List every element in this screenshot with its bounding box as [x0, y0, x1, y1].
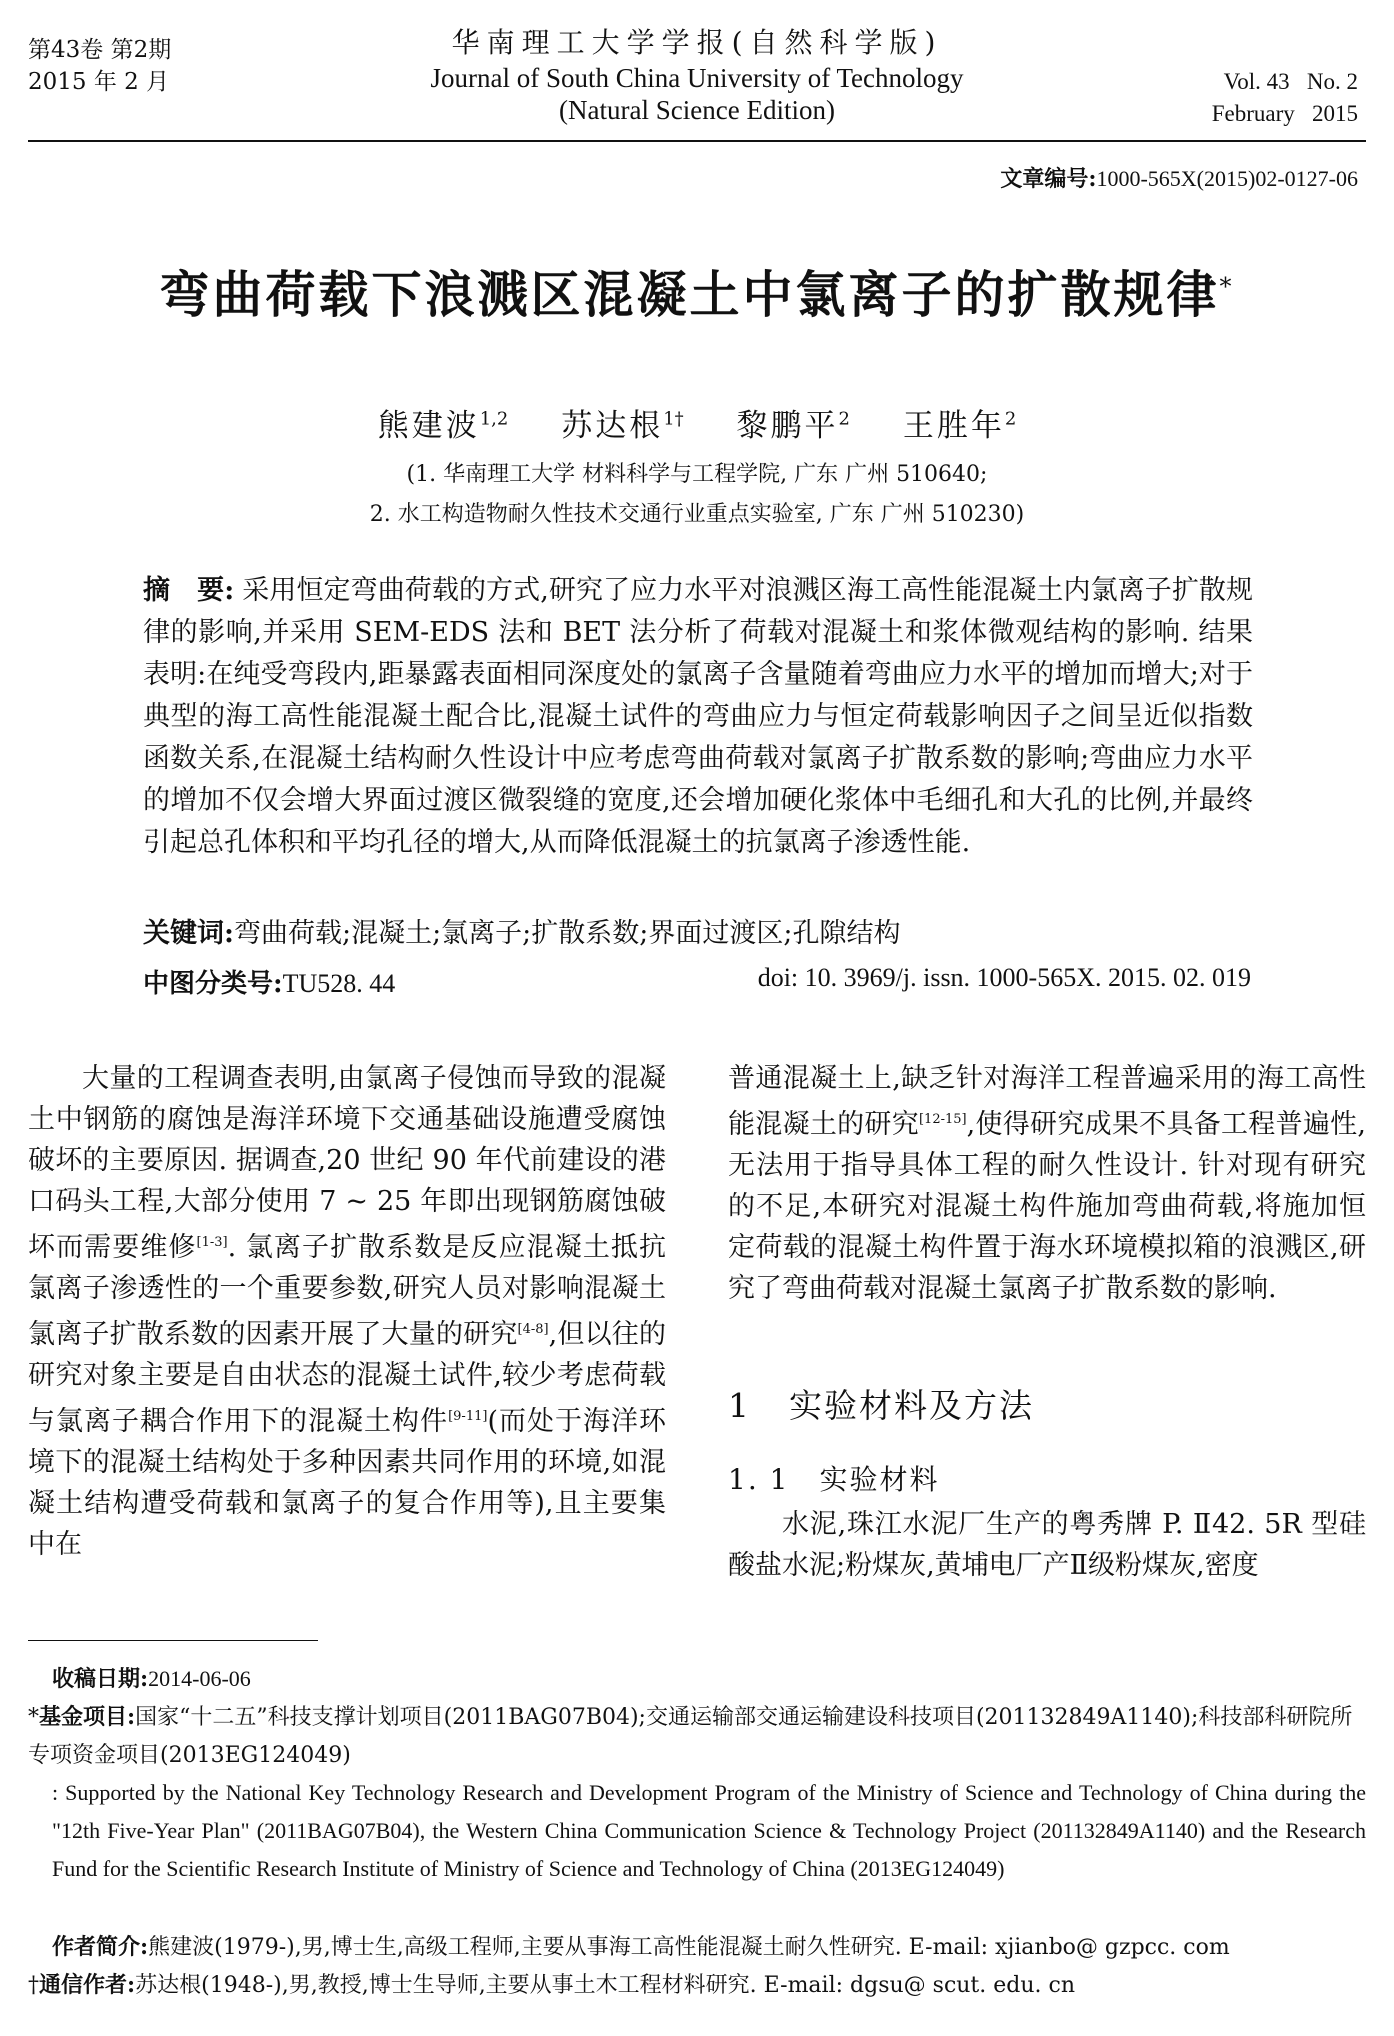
- abstract-label: 摘 要:: [143, 575, 235, 606]
- body-paragraph: 大量的工程调查表明,由氯离子侵蚀而导致的混凝土中钢筋的腐蚀是海洋环境下交通基础设施遭受腐蚀破坏的主要原因. 据调查,20 世纪 90 年代前建设的港口码头工程,大部分使用 7 ~ 25 年即出现钢筋腐蚀破坏而需要维修[1-3]. 氯离子扩散系数是反应混凝土抵抗氯离子渗透性的一个重要参数,研究人员对影响混凝土氯离子扩散系数的因素开展了大量的研究[4-8],但以往的研究对象主要是自由状态的混凝土试件,较少考虑荷载与氯离子耦合作用下的混凝土构件[9-11](而处于海洋环境下的混凝土结构处于多种因素共同作用的环境,如混凝土结构遭受荷载和氯离子的复合作用等),且主要集中在: [28, 1063, 666, 1560]
- body-paragraph: 水泥,珠江水泥厂生产的粤秀牌 P. Ⅱ42. 5R 型硅酸盐水泥;粉煤灰,黄埔电厂产Ⅱ级粉煤灰,密度: [728, 1509, 1366, 1581]
- volume-info: [1212, 66, 1358, 130]
- section-heading: [728, 1380, 1034, 1427]
- journal-masthead: [300, 24, 1094, 126]
- abstract-text: 采用恒定弯曲荷载的方式,研究了应力水平对浪溅区海工高性能混凝土内氯离子扩散规律的影响,并采用 SEM-EDS 法和 BET 法分析了荷载对混凝土和浆体微观结构的影响. 结果表明:在纯受弯段内,距暴露表面相同深度处的氯离子含量随着弯曲应力水平的增加而增大;对于典型的海工高性能混凝土配合比,混凝土试件的弯曲应力与恒定荷载影响因子之间呈近似指数函数关系,在混凝土结构耐久性设计中应考虑弯曲荷载对氯离子扩散系数的影响;弯曲应力水平的增加不仅会增大界面过渡区微裂缝的宽度,还会增加硬化浆体中毛细孔和大孔的比例,并最终引起总孔体积和平均孔径的增大,从而降低混凝土的抗氯离子渗透性能.: [143, 575, 1253, 858]
- volume-number: Vol. 43 No. 2: [1223, 69, 1358, 94]
- affiliations: [0, 455, 1394, 535]
- author: 苏达根$^{1\dagger}$: [561, 408, 684, 444]
- citation: [9-11]: [448, 1409, 488, 1424]
- body-column-right: [728, 1058, 1366, 1309]
- subsection-title: 实验材料: [819, 1463, 940, 1496]
- footnote-funding: *基金项目:国家“十二五”科技支撑计划项目(2011BAG07B04);交通运输部交通运输建设科技项目(201132849A1140);科技部科研院所专项资金项目(2013EG124049): [28, 1704, 1353, 1768]
- funding-mark: *: [28, 1705, 39, 1730]
- author-list: [0, 400, 1394, 445]
- article-number: [1000, 162, 1358, 193]
- body-column-left: [28, 1058, 666, 1565]
- paper-title: [0, 255, 1394, 327]
- issue-date: 2015 年 2 月: [28, 69, 170, 95]
- article-number-label: 文章编号:: [1000, 166, 1097, 192]
- title-footnote-mark: *: [1219, 272, 1235, 301]
- doi: doi: 10. 3969/j. issn. 1000-565X. 2015. 02. 019: [757, 963, 1251, 992]
- corresponding-mark: †: [28, 1973, 39, 1998]
- section-title: 实验材料及方法: [789, 1386, 1034, 1425]
- body-paragraph: 普通混凝土上,缺乏针对海洋工程普遍采用的海工高性能混凝土的研究[12-15],使得研究成果不具备工程普遍性,无法用于指导具体工程的耐久性设计. 针对现有研究的不足,本研究对混凝土构件施加弯曲荷载,将施加恒定荷载的混凝土构件置于海水环境模拟箱的浪溅区,研究了弯曲荷载对混凝土氯离子扩散系数的影响.: [728, 1063, 1367, 1304]
- subsection-heading: [728, 1458, 939, 1498]
- footnote-author-bio: 作者简介:熊建波(1979-),男,博士生,高级工程师,主要从事海工高性能混凝土耐久性研究. E-mail: xjianbo@ gzpcc. com: [52, 1934, 1230, 1960]
- classification-number: [143, 963, 395, 1000]
- affiliation-line: (1. 华南理工大学 材料科学与工程学院, 广东 广州 510640;: [406, 462, 988, 487]
- citation: [4-8]: [517, 1322, 549, 1337]
- clc-value: TU528. 44: [282, 969, 396, 998]
- keywords-label: 关键词:: [143, 918, 234, 949]
- author: 熊建波$^{1,2}$: [377, 408, 509, 444]
- footnote-received: 收稿日期:2014-06-06: [52, 1666, 251, 1692]
- keywords-text: 弯曲荷载;混凝土;氯离子;扩散系数;界面过渡区;孔隙结构: [233, 918, 901, 949]
- journal-edition-en: (Natural Science Edition): [559, 95, 835, 125]
- author: 黎鹏平$^2$: [736, 408, 850, 444]
- keywords: [143, 914, 1253, 954]
- citation: [12-15]: [918, 1112, 967, 1127]
- subsection-number: 1. 1: [728, 1463, 790, 1496]
- footnote-funding-en: : Supported by the National Key Technology Research and Development Program of the Ministry of Science and Technology of China during the "12th Five-Year Plan" (2011BAG07B04), the Western China Communication Science & Technology Project (201132849A1140) and the Research Fund for the Scientific Research Institute of Ministry of Science and Technology of China (2013EG124049): [52, 1780, 1366, 1881]
- clc-label: 中图分类号:: [143, 969, 283, 999]
- section-number: 1: [728, 1386, 751, 1425]
- publication-month: February 2015: [1211, 101, 1358, 126]
- affiliation-line: 2. 水工构造物耐久性技术交通行业重点实验室, 广东 广州 510230): [369, 502, 1025, 527]
- body-column-right-cont: [728, 1504, 1366, 1586]
- article-number-value: 1000-565X(2015)02-0127-06: [1096, 166, 1358, 191]
- header-divider: [28, 140, 1366, 142]
- citation: [1-3]: [196, 1235, 228, 1250]
- author: 王胜年$^2$: [902, 408, 1017, 444]
- issue-info: [28, 34, 171, 98]
- abstract: [143, 570, 1253, 864]
- journal-name-en: Journal of South China University of Technology: [430, 63, 964, 93]
- paper-title-text: 弯曲荷载下浪溅区混凝土中氯离子的扩散规律: [159, 265, 1220, 324]
- footnote-divider: [28, 1640, 318, 1641]
- footnote-corresponding-author: †通信作者:苏达根(1948-),男,教授,博士生导师,主要从事土木工程材料研究. E-mail: dgsu@ scut. edu. cn: [28, 1972, 1076, 1998]
- journal-name-cn: 华南理工大学学报(自然科学版): [451, 26, 943, 59]
- issue-number: 第43卷 第2期: [28, 37, 172, 63]
